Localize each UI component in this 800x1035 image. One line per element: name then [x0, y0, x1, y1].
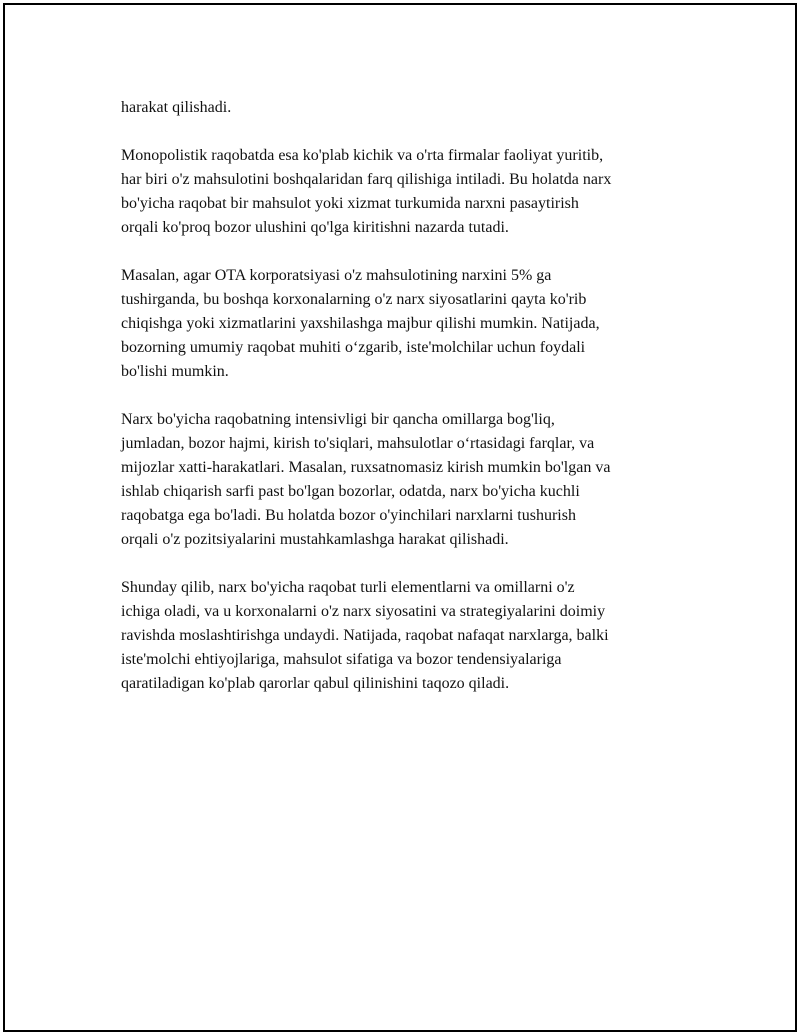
text-line: iste'molchi ehtiyojlariga, mahsulot sifatiga va bozor tendensiyalariga: [121, 651, 562, 668]
text-line: har biri o'z mahsulotini boshqalaridan farq qilishiga intiladi. Bu holatda narx: [121, 171, 612, 188]
text-line: chiqishga yoki xizmatlarini yaxshilashga majbur qilishi mumkin. Natijada,: [121, 315, 600, 332]
text-line: bozorning umumiy raqobat muhiti o‘zgarib, iste'molchilar uchun foydali: [121, 339, 586, 356]
text-line: qaratiladigan ko'plab qarorlar qabul qilinishini taqozo qiladi.: [121, 675, 510, 692]
text-line: orqali ko'proq bozor ulushini qo'lga kiritishni nazarda tutadi.: [121, 219, 509, 236]
text-line: tushirganda, bu boshqa korxonalarning o'z narx siyosatlarini qayta ko'rib: [121, 291, 587, 308]
text-line: bo'lishi mumkin.: [121, 363, 229, 380]
text-line: raqobatga ega bo'ladi. Bu holatda bozor o'yinchilari narxlarni tushurish: [121, 507, 576, 524]
text-line: ravishda moslashtirishga undaydi. Natijada, raqobat nafaqat narxlarga, balki: [121, 627, 609, 644]
paragraph-4: [121, 408, 691, 552]
text-line: Narx bo'yicha raqobatning intensivligi bir qancha omillarga bog'liq,: [121, 411, 555, 428]
page-content: [121, 96, 691, 720]
paragraph-5: [121, 576, 691, 696]
paragraph-2: [121, 144, 691, 240]
text-line: harakat qilishadi.: [121, 99, 232, 116]
paragraph-1: [121, 96, 691, 120]
text-line: bo'yicha raqobat bir mahsulot yoki xizmat turkumida narxni pasaytirish: [121, 195, 579, 212]
text-line: Monopolistik raqobatda esa ko'plab kichik va o'rta firmalar faoliyat yuritib,: [121, 147, 604, 164]
text-line: jumladan, bozor hajmi, kirish to'siqlari, mahsulotlar o‘rtasidagi farqlar, va: [121, 435, 595, 452]
paragraph-3: [121, 264, 691, 384]
page-frame: [3, 3, 797, 1032]
text-line: mijozlar xatti-harakatlari. Masalan, ruxsatnomasiz kirish mumkin bo'lgan va: [121, 459, 611, 476]
text-line: orqali o'z pozitsiyalarini mustahkamlashga harakat qilishadi.: [121, 531, 509, 548]
text-line: ichiga oladi, va u korxonalarni o'z narx siyosatini va strategiyalarini doimiy: [121, 603, 606, 620]
text-line: ishlab chiqarish sarfi past bo'lgan bozorlar, odatda, narx bo'yicha kuchli: [121, 483, 580, 500]
text-line: Masalan, agar OTA korporatsiyasi o'z mahsulotining narxini 5% ga: [121, 267, 552, 284]
text-line: Shunday qilib, narx bo'yicha raqobat turli elementlarni va omillarni o'z: [121, 579, 575, 596]
